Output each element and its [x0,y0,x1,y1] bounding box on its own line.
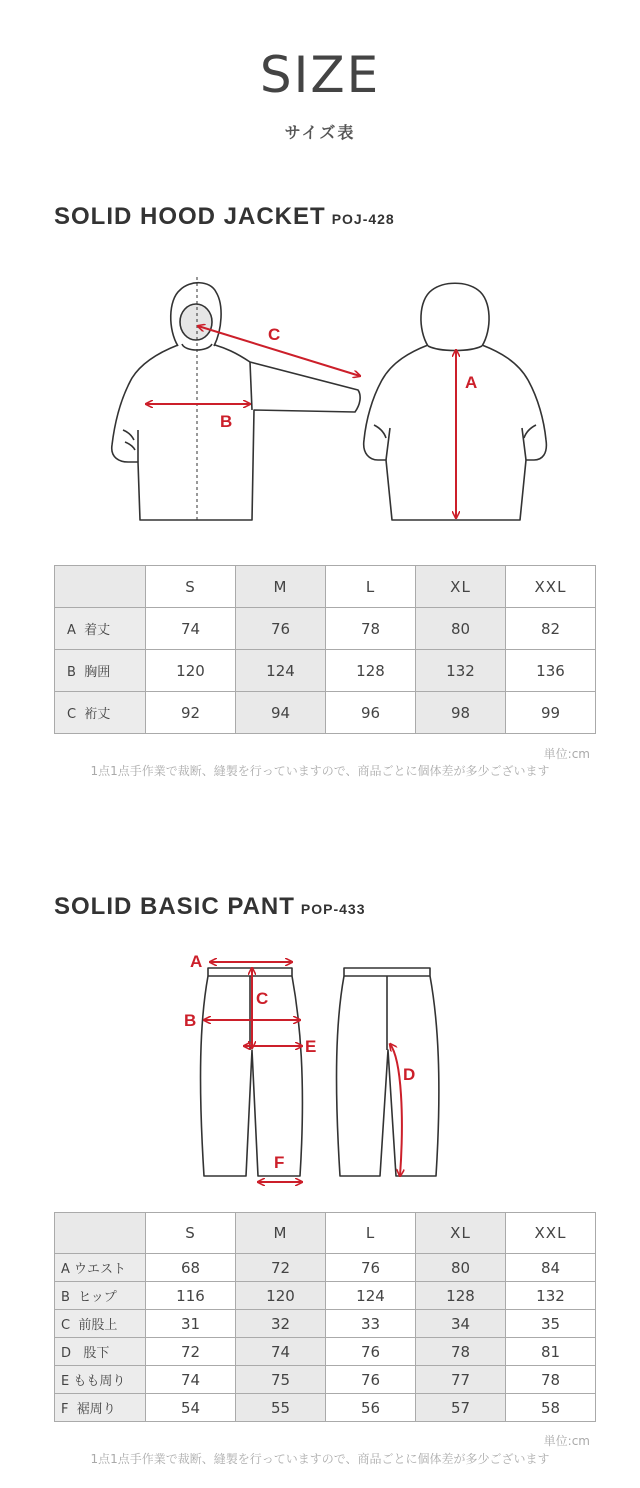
pants-back-icon [337,968,439,1176]
size-header: XXL [506,566,596,608]
table-cell: 34 [416,1310,506,1338]
table-cell: 32 [236,1310,326,1338]
table-cell: 128 [416,1282,506,1310]
table-cell: 57 [416,1394,506,1422]
row-label: C 前股上 [55,1310,146,1338]
table-cell: 81 [506,1338,596,1366]
table-row [55,1366,596,1394]
page-subtitle: サイズ表 [284,123,356,142]
table-cell: 80 [416,1254,506,1282]
pants-size-table [54,1212,596,1422]
table-cell: 128 [326,650,416,692]
table-cell: 80 [416,608,506,650]
jacket-size-table [54,565,596,734]
table-corner [55,566,146,608]
table-cell: 92 [146,692,236,734]
table-row [55,1310,596,1338]
table-cell: 68 [146,1254,236,1282]
row-label: B 胸囲 [55,650,146,692]
jacket-code: POJ-428 [331,211,395,227]
pants-label-a: A [190,952,203,971]
table-row [55,608,596,650]
pants-name: SOLID BASIC PANT [54,893,295,920]
table-cell: 74 [236,1338,326,1366]
table-cell: 120 [146,650,236,692]
table-cell: 31 [146,1310,236,1338]
jacket-name: SOLID HOOD JACKET [54,203,326,230]
row-label: A ウエスト [55,1254,146,1282]
jacket-note: 1点1点手作業で裁断、縫製を行っていますので、商品ごとに個体差が多少ございます [90,764,550,778]
size-header: L [326,1213,416,1254]
table-cell: 120 [236,1282,326,1310]
row-label: D 股下 [55,1338,146,1366]
table-cell: 124 [236,650,326,692]
jacket-label-b: B [220,412,233,431]
table-cell: 76 [326,1338,416,1366]
row-label: F 裾周り [55,1394,146,1422]
table-cell: 78 [506,1366,596,1394]
pants-unit: 単位:cm [543,1434,590,1448]
table-cell: 54 [146,1394,236,1422]
table-cell: 78 [326,608,416,650]
size-header: M [236,1213,326,1254]
jacket-front-icon [112,283,360,520]
table-cell: 132 [506,1282,596,1310]
table-cell: 99 [506,692,596,734]
table-cell: 98 [416,692,506,734]
table-cell: 76 [236,608,326,650]
size-header: M [236,566,326,608]
table-cell: 77 [416,1366,506,1394]
table-row [55,1254,596,1282]
pants-label-f: F [274,1153,285,1172]
table-corner [55,1213,146,1254]
pants-label-c: C [256,989,269,1008]
table-cell: 75 [236,1366,326,1394]
row-label: A 着丈 [55,608,146,650]
size-header: XL [416,566,506,608]
row-label: C 裄丈 [55,692,146,734]
jacket-section-title [54,203,395,231]
table-cell: 74 [146,1366,236,1394]
size-header: S [146,566,236,608]
table-header-row [55,566,596,608]
table-cell: 78 [416,1338,506,1366]
page-title: SIZE [259,46,381,104]
size-header: XL [416,1213,506,1254]
pants-note: 1点1点手作業で裁断、縫製を行っていますので、商品ごとに個体差が多少ございます [90,1452,550,1466]
table-cell: 96 [326,692,416,734]
pants-code: POP-433 [300,901,366,917]
table-cell: 124 [326,1282,416,1310]
table-row [55,1338,596,1366]
size-header: XXL [506,1213,596,1254]
table-cell: 74 [146,608,236,650]
jacket-unit: 単位:cm [543,747,590,761]
table-cell: 132 [416,650,506,692]
table-cell: 136 [506,650,596,692]
pants-label-b: B [184,1011,197,1030]
table-row [55,1394,596,1422]
pants-label-d: D [403,1065,416,1084]
table-cell: 55 [236,1394,326,1422]
size-header: S [146,1213,236,1254]
pants-label-e: E [305,1037,317,1056]
table-cell: 76 [326,1366,416,1394]
pants-diagram [0,945,640,1190]
table-cell: 94 [236,692,326,734]
table-row [55,1282,596,1310]
jacket-label-c: C [268,325,281,344]
table-row [55,650,596,692]
table-cell: 84 [506,1254,596,1282]
table-cell: 58 [506,1394,596,1422]
table-row [55,692,596,734]
table-cell: 72 [236,1254,326,1282]
row-label: B ヒップ [55,1282,146,1310]
row-label: E もも周り [55,1366,146,1394]
table-cell: 35 [506,1310,596,1338]
jacket-label-a: A [465,373,478,392]
size-header: L [326,566,416,608]
table-cell: 56 [326,1394,416,1422]
table-cell: 116 [146,1282,236,1310]
table-cell: 72 [146,1338,236,1366]
table-header-row [55,1213,596,1254]
jacket-diagram [0,260,640,540]
pants-section-title [54,893,366,921]
table-cell: 33 [326,1310,416,1338]
table-cell: 76 [326,1254,416,1282]
table-cell: 82 [506,608,596,650]
